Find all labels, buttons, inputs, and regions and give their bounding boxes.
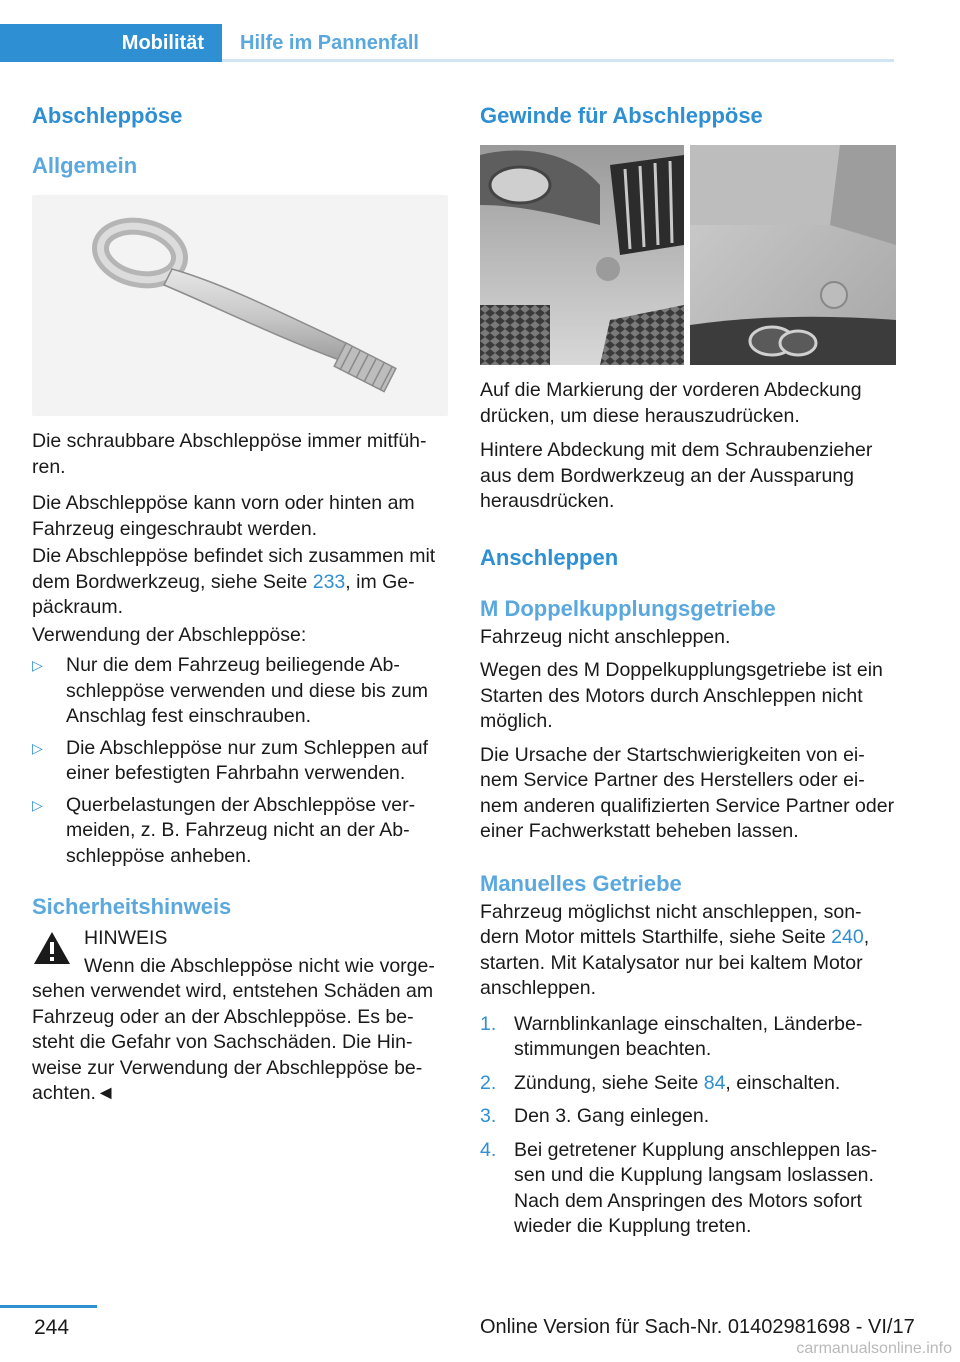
bumper-photos xyxy=(480,145,896,365)
para-m-getriebe: Wegen des M Doppelkupplungsgetriebe ist ein Starten des Motors durch Anschleppen nicht möglich. xyxy=(480,659,883,732)
para-bordwerkzeug-text: Die Abschleppöse befindet sich zusammen mit dem Bordwerkzeug, siehe Seite xyxy=(32,545,436,593)
page-number: 244 xyxy=(34,1316,70,1339)
para-einschrauben: Die Abschleppöse kann vorn oder hinten am Fahrzeug eingeschraubt werden. xyxy=(32,492,415,540)
para-bordwerkzeug-tail: , im Ge-päckraum. xyxy=(32,570,415,618)
chapter-tabs xyxy=(0,24,894,62)
page-link-233[interactable]: 233 xyxy=(312,570,346,593)
para-verwendung: Verwendung der Abschleppöse: xyxy=(32,623,307,646)
list-item xyxy=(32,793,448,870)
step-text: Warnblinkanlage einschalten, Länderbe-stimmungen beachten. xyxy=(514,1012,863,1060)
para-starthilfe xyxy=(480,900,896,1002)
step-number: 2. xyxy=(480,1071,497,1094)
online-version-note: Online Version für Sach-Nr. 01402981698 - VI/17 xyxy=(480,1316,915,1338)
tab-underline xyxy=(222,59,894,62)
warning-triangle-icon xyxy=(32,930,72,974)
para-hintere-abdeckung: Hintere Abdeckung mit dem Schraubenzieher aus dem Bordwerkzeug an der Aussparung herausdrücken. xyxy=(480,439,873,512)
para-nicht-anschleppen: Fahrzeug nicht anschleppen. xyxy=(480,625,731,648)
para-starthilfe-text: Fahrzeug möglichst nicht anschleppen, son-dern Motor mittels Starthilfe, siehe Seite xyxy=(480,900,862,948)
para-mitfuehren: Die schraubbare Abschleppöse immer mitfüh-ren. xyxy=(32,430,427,478)
subheading-allgemein: Allgemein xyxy=(32,153,138,178)
heading-gewinde: Gewinde für Abschleppöse xyxy=(480,103,763,128)
list-item xyxy=(32,653,448,730)
para-bordwerkzeug xyxy=(32,544,448,621)
warning-box xyxy=(32,926,448,1107)
page-link-240[interactable]: 240 xyxy=(831,926,864,948)
left-column xyxy=(32,100,448,1107)
tow-eye-drawing xyxy=(32,195,448,416)
rear-bumper-photo xyxy=(690,145,896,365)
list-item-text: Querbelastungen der Abschleppöse ver-meiden, z. B. Fahrzeug nicht an der Ab-schleppöse anheben. xyxy=(66,793,416,867)
usage-list xyxy=(32,653,448,869)
heading-sicherheitshinweis: Sicherheitshinweis xyxy=(32,894,232,919)
step-text: Den 3. Gang einlegen. xyxy=(514,1105,710,1127)
subheading-manuelles-getriebe: Manuelles Getriebe xyxy=(480,870,682,896)
subheading-m-doppelkupplung: M Doppelkupplungsgetriebe xyxy=(480,595,776,621)
list-item xyxy=(480,1071,896,1097)
triangle-bullet-icon: ▷ xyxy=(32,796,43,813)
step-text: Zündung, siehe Seite xyxy=(514,1071,704,1094)
step-number: 3. xyxy=(480,1105,497,1127)
step-text-tail: , einschalten. xyxy=(725,1071,841,1094)
list-item xyxy=(480,1104,896,1130)
triangle-bullet-icon: ▷ xyxy=(32,657,43,673)
list-item-text: Nur die dem Fahrzeug beiliegende Ab-schleppöse verwenden und diese bis zum Anschlag fest einschrauben. xyxy=(66,654,429,727)
para-ursache: Die Ursache der Startschwierigkeiten von ei-nem Service Partner des Herstellers oder ei-nem anderen qualifizierten Service Partner oder einer Fachwerkstatt beheben lassen. xyxy=(480,743,895,842)
list-item xyxy=(32,736,448,787)
triangle-bullet-icon: ▷ xyxy=(32,739,43,756)
step-number: 1. xyxy=(480,1012,497,1035)
warning-text: Wenn die Abschleppöse nicht wie vorge-sehen verwendet wird, entstehen Schäden am Fahrzeug oder an der Abschleppöse. Es be-steht die Gefahr von Sachschäden. Die Hin-weise zur Verwendung der Abschleppöse be-achten.◄ xyxy=(32,954,435,1104)
list-item xyxy=(480,1138,896,1240)
list-item xyxy=(480,1012,896,1063)
steps-list xyxy=(480,1012,896,1240)
front-bumper-photo xyxy=(480,145,684,365)
tab-mobilitaet[interactable]: Mobilität xyxy=(0,24,222,62)
footer-rule xyxy=(0,1305,97,1308)
heading-anschleppen: Anschleppen xyxy=(480,544,619,570)
step-number: 4. xyxy=(480,1138,497,1161)
para-vordere-abdeckung: Auf die Markierung der vorderen Abdeckung drücken, um diese herauszudrücken. xyxy=(480,379,862,427)
warning-title: HINWEIS xyxy=(84,927,168,949)
tab-hilfe-im-pannenfall[interactable]: Hilfe im Pannenfall xyxy=(240,31,419,54)
right-column xyxy=(480,100,896,1240)
bumper-photos-drawing xyxy=(480,145,896,365)
tow-eye-illustration xyxy=(32,195,448,416)
page-link-84[interactable]: 84 xyxy=(703,1071,726,1094)
watermark: carmanualsonline.info xyxy=(796,1340,952,1357)
heading-abschleppoese: Abschleppöse xyxy=(32,103,183,128)
step-text: Bei getretener Kupplung anschleppen las-sen und die Kupplung langsam loslassen. Nach dem Anspringen des Motors sofort wieder die Kupplung treten. xyxy=(514,1138,878,1237)
list-item-text: Die Abschleppöse nur zum Schleppen auf einer befestigten Fahrbahn verwenden. xyxy=(66,736,429,784)
para-starthilfe-tail: , starten. Mit Katalysator nur bei kaltem Motor anschleppen. xyxy=(480,926,870,999)
